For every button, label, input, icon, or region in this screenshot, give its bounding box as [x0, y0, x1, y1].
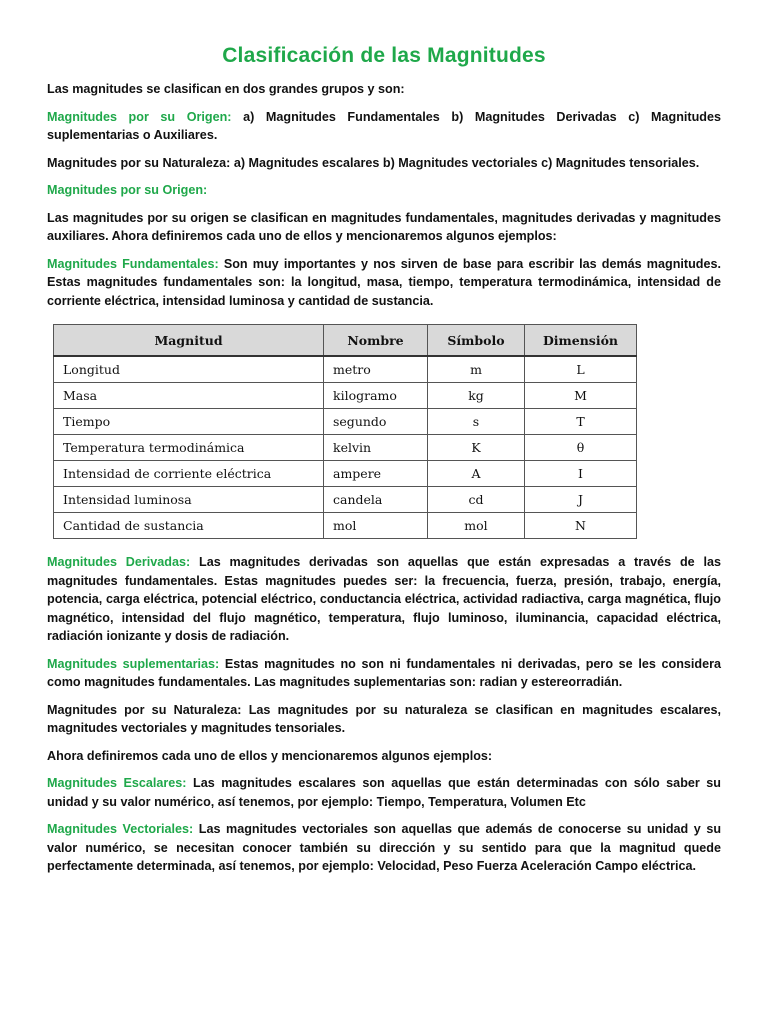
- define-paragraph: Ahora definiremos cada uno de ellos y mencionaremos algunos ejemplos:: [47, 748, 493, 763]
- origin-summary-text: a) Magnitudes Fundamentales b) Magnitudes Derivadas c) Magnitudes suplementarias o Auxiliares.: [47, 109, 721, 142]
- table-row: [54, 383, 637, 409]
- cell-magnitud: Tiempo: [54, 409, 324, 435]
- cell-magnitud: Masa: [54, 383, 324, 409]
- cell-nombre: mol: [324, 513, 428, 539]
- magnitudes-table: [53, 324, 637, 539]
- derived-text: Las magnitudes derivadas son aquellas que están expresadas a través de las magnitudes fundamentales. Estas magnitudes puedes ser: la frecuencia, fuerza, presión, trabajo, energía, potencia, carga eléctrica, potencial eléctrico, conductancia eléctrica, actividad radiactiva, carga magnética, flujo magnético, intensidad del flujo magnético, temperatura, flujo luminoso, iluminancia, capacidad eléctrica, radiación ionizante y dosis de radiación.: [47, 555, 721, 643]
- scalar-text: Las magnitudes escalares son aquellas que están determinadas con sólo saber su unidad y su valor numérico, así tenemos, por ejemplo: Tiempo, Temperatura, Volumen Etc: [47, 776, 721, 809]
- supplementary-label: Magnitudes suplementarias:: [47, 656, 220, 671]
- cell-dimension: I: [525, 461, 637, 487]
- cell-nombre: metro: [324, 356, 428, 383]
- table-row: [54, 409, 637, 435]
- intro-paragraph: Las magnitudes se clasifican en dos grandes grupos y son:: [47, 82, 405, 96]
- cell-magnitud: Temperatura termodinámica: [54, 435, 324, 461]
- origin-summary-label: Magnitudes por su Origen:: [47, 109, 232, 124]
- page-title: Clasificación de las Magnitudes: [222, 44, 546, 67]
- derived-paragraph: [47, 553, 721, 646]
- cell-simbolo: cd: [428, 487, 525, 513]
- cell-simbolo: A: [428, 461, 525, 487]
- fundamental-label: Magnitudes Fundamentales:: [47, 256, 219, 271]
- header-magnitud: Magnitud: [54, 325, 324, 357]
- cell-simbolo: s: [428, 409, 525, 435]
- cell-dimension: M: [525, 383, 637, 409]
- cell-simbolo: mol: [428, 513, 525, 539]
- table-row: [54, 513, 637, 539]
- cell-simbolo: K: [428, 435, 525, 461]
- table-row: [54, 487, 637, 513]
- scalar-label: Magnitudes Escalares:: [47, 776, 187, 790]
- cell-nombre: ampere: [324, 461, 428, 487]
- cell-nombre: kelvin: [324, 435, 428, 461]
- cell-nombre: segundo: [324, 409, 428, 435]
- table-row: [54, 435, 637, 461]
- nature-summary-paragraph: Magnitudes por su Naturaleza: a) Magnitudes escalares b) Magnitudes vectoriales c) Magnitudes tensoriales.: [47, 155, 700, 170]
- table-header-row: [54, 325, 637, 357]
- cell-magnitud: Longitud: [54, 356, 324, 383]
- cell-simbolo: kg: [428, 383, 525, 409]
- cell-magnitud: Intensidad de corriente eléctrica: [54, 461, 324, 487]
- vector-text: Las magnitudes vectoriales son aquellas que además de conocerse su unidad y su valor numérico, se necesitan conocer también su dirección y su sentido para que la magnitud quede perfectamente determinada, así tenemos, por ejemplo: Velocidad, Peso Fuerza Aceleración Campo eléctrica.: [47, 822, 722, 873]
- cell-nombre: kilogramo: [324, 383, 428, 409]
- header-dimension: Dimensión: [525, 325, 637, 357]
- scalar-paragraph: [47, 774, 721, 811]
- header-simbolo: Símbolo: [428, 325, 525, 357]
- cell-dimension: θ: [525, 435, 637, 461]
- cell-magnitud: Cantidad de sustancia: [54, 513, 324, 539]
- cell-dimension: L: [525, 356, 637, 383]
- vector-paragraph: [47, 820, 721, 876]
- cell-magnitud: Intensidad luminosa: [54, 487, 324, 513]
- supplementary-text: Estas magnitudes no son ni fundamentales ni derivadas, pero se les considera como magnitudes fundamentales. Las magnitudes suplementarias son: radian y estereorradián.: [47, 656, 721, 689]
- origin-heading: Magnitudes por su Origen:: [47, 183, 208, 197]
- header-nombre: Nombre: [324, 325, 428, 357]
- cell-dimension: N: [525, 513, 637, 539]
- cell-nombre: candela: [324, 487, 428, 513]
- origin-summary-paragraph: [47, 108, 721, 145]
- table-row: [54, 461, 637, 487]
- supplementary-paragraph: [47, 655, 721, 692]
- fundamental-text: Son muy importantes y nos sirven de base para escribir las demás magnitudes. Estas magnitudes fundamentales son: la longitud, masa, tiempo, temperatura termodinámica, intensidad de corriente eléctrica, intensidad luminosa y cantidad de sustancia.: [47, 256, 721, 308]
- cell-simbolo: m: [428, 356, 525, 383]
- fundamental-paragraph: [47, 255, 721, 311]
- vector-label: Magnitudes Vectoriales:: [47, 822, 194, 836]
- table-row: [54, 356, 637, 383]
- nature-paragraph: Magnitudes por su Naturaleza: Las magnitudes por su naturaleza se clasifican en magnitudes escalares, magnitudes vectoriales y magnitudes tensoriales.: [47, 702, 721, 735]
- cell-dimension: T: [525, 409, 637, 435]
- origin-paragraph: Las magnitudes por su origen se clasifican en magnitudes fundamentales, magnitudes derivadas y magnitudes auxiliares. Ahora definiremos cada uno de ellos y mencionaremos algunos ejemplos:: [47, 210, 721, 243]
- derived-label: Magnitudes Derivadas:: [47, 555, 191, 569]
- cell-dimension: J: [525, 487, 637, 513]
